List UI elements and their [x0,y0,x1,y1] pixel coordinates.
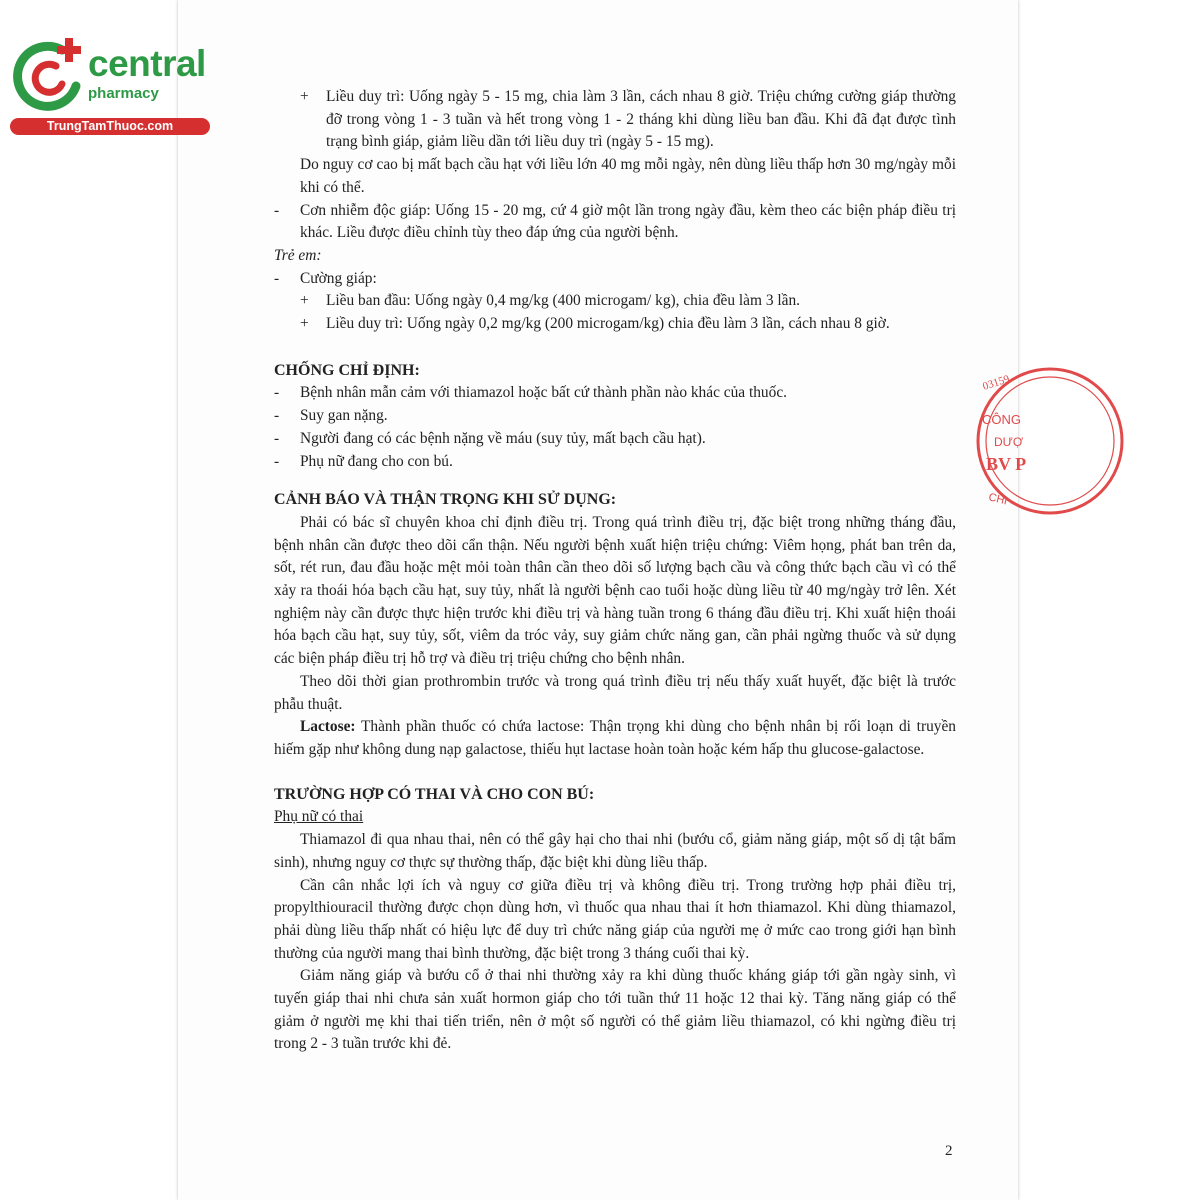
stamp-line-4: CHI - [987,491,1016,510]
pregnancy-paragraph: Thiamazol đi qua nhau thai, nên có thể gây hại cho thai nhi (bướu cổ, giảm năng giáp, một số dị tật bẩm sinh), nhưng nguy cơ thực sự thường thấp, đặc biệt khi dùng liều thấp. [274,831,956,871]
logo-subtitle: pharmacy [88,85,159,102]
logo-url[interactable]: TrungTamThuoc.com [10,118,210,135]
section-heading-warnings: CẢNH BÁO VÀ THẬN TRỌNG KHI SỬ DỤNG: [274,491,617,509]
list-item-text: Liều ban đầu: Uống ngày 0,4 mg/kg (400 microgam/ kg), chia đều làm 3 lần. [326,292,801,310]
list-item-text: Liều duy trì: Uống ngày 0,2 mg/kg (200 microgam/kg) chia đều làm 3 lần, cách nhau 8 giờ. [326,315,890,333]
list-marker: + [300,88,309,105]
list-item [274,451,956,474]
stamp-line-2: DƯỢ [994,435,1024,449]
list-item [274,268,956,291]
list-item [274,382,956,405]
list-item [274,405,956,428]
subsection-heading-pregnant-women: Phụ nữ có thai [274,808,364,826]
warning-paragraph: Phải có bác sĩ chuyên khoa chỉ định điều trị. Trong quá trình điều trị, đặc biệt trong những tháng đầu, bệnh nhân cần được theo dõi cẩn thận. Nếu người bệnh xuất hiện triệu chứng: Viêm họng, phát ban trên da, sốt, rét run, đau đầu hoặc mệt mỏi toàn thân cần theo dõi số lượng bạch cầu và công thức bạch cầu vì có thể xảy ra thoái hóa bạch cầu hạt, suy tủy, nhất là người bệnh cao tuổi hoặc dùng liều từ 40 mg/ngày trở lên. Xét nghiệm này cần được thực hiện trước khi điều trị và hàng tuần trong 6 tháng đầu điều trị. Khi xuất hiện thoái hóa bạch cầu hạt, suy tủy, sốt, viêm da tróc vảy, suy giảm chức năng gan, cần phải ngừng thuốc và sử dụng các biện pháp điều trị hỗ trợ và điều trị triệu chứng cho bệnh nhân. [274,513,956,668]
list-marker: - [274,269,280,287]
section-heading-pregnancy: TRƯỜNG HỢP CÓ THAI VÀ CHO CON BÚ: [274,785,595,803]
pharmacy-logo[interactable] [10,36,215,140]
page-number: 2 [945,1143,953,1159]
red-stamp [972,366,1027,516]
list-item [274,290,956,313]
section-heading-contraindications: CHỐNG CHỈ ĐỊNH: [274,361,420,379]
list-marker: - [274,201,280,219]
list-marker: - [274,407,280,425]
list-item [274,313,956,336]
list-marker: - [274,429,280,447]
stamp-line-3: BV P [986,454,1027,474]
list-marker: + [300,315,309,333]
stamp-line-1: CÔNG [982,412,1021,427]
list-item [274,86,956,154]
lactose-label: Lactose: [300,718,356,736]
list-item-text: Cường giáp: [300,269,377,287]
stamp-number: 03159 [981,372,1012,393]
pregnancy-paragraph: Giảm năng giáp và bướu cổ ở thai nhi thường xảy ra khi dùng thuốc kháng giáp tới gần ngày sinh, vì tuyến giáp thai nhi chưa sản xuất hormon giáp cho tới tuần thứ 11 hoặc 12 thai kỳ. Tăng năng giáp có thể giảm ở người mẹ khi thai tiến triển, nên ở một số người có thể giảm liều thiamazol, có khi ngừng điều trị trong 2 - 3 tuần trước khi đẻ. [274,967,956,1053]
list-marker: - [274,452,280,470]
logo-mark-icon [10,36,90,116]
list-item-text: Bệnh nhân mẫn cảm với thiamazol hoặc bất cứ thành phần nào khác của thuốc. [300,384,788,402]
list-marker: + [300,292,309,310]
document-body [274,86,956,1056]
list-item [274,200,956,245]
list-item-text: Suy gan nặng. [300,407,388,425]
pregnancy-paragraph: Cần cân nhắc lợi ích và nguy cơ giữa điều trị và không điều trị. Trong trường hợp phải điều trị, propylthiouracil thường được chọn dùng hơn, vì thuốc qua nhau thai ít hơn thiamazol. Khi dùng thiamazol, phải dùng liều thấp nhất có hiệu lực để duy trì chức năng giáp của người mẹ ở mức cao trong giới hạn bình thường của người mang thai bình thường, đặc biệt trong 3 tháng cuối thai kỳ. [274,876,956,962]
lactose-text: Thành phần thuốc có chứa lactose: Thận trọng khi dùng cho bệnh nhân bị rối loạn di truyền hiếm gặp như không dung nạp galactose, thiếu hụt lactase hoàn toàn hoặc kém hấp thu glucose-galactose. [274,718,956,758]
logo-name: central [88,43,206,84]
list-item-text: Phụ nữ đang cho con bú. [300,452,453,470]
stamp-seal-icon [972,366,1027,516]
dose-note: Do nguy cơ cao bị mất bạch cầu hạt với liều lớn 40 mg mỗi ngày, nên dùng liều thấp hơn 30 mg/ngày mỗi khi có thể. [300,156,956,196]
children-label: Trẻ em: [274,246,322,264]
list-item [274,428,956,451]
list-item-text: Cơn nhiễm độc giáp: Uống 15 - 20 mg, cứ 4 giờ một lần trong ngày đầu, kèm theo các biện pháp điều trị khác. Liều được điều chỉnh tùy theo đáp ứng của người bệnh. [300,201,956,242]
list-item-text: Người đang có các bệnh nặng về máu (suy tủy, mất bạch cầu hạt). [300,429,706,447]
list-marker: - [274,384,280,402]
lactose-paragraph [274,716,956,761]
warning-paragraph: Theo dõi thời gian prothrombin trước và trong quá trình điều trị nếu thấy xuất huyết, đặc biệt là trước phẫu thuật. [274,672,956,713]
list-item-text: Liều duy trì: Uống ngày 5 - 15 mg, chia làm 3 lần, cách nhau 8 giờ. Triệu chứng cường giáp thường đỡ trong vòng 1 - 3 tuần và hết trong vòng 1 - 2 tháng khi dùng liều ban đầu. Khi đã đạt được tình trạng bình giáp, giảm liều dần tới liều duy trì (ngày 5 - 15 mg). [326,88,956,151]
